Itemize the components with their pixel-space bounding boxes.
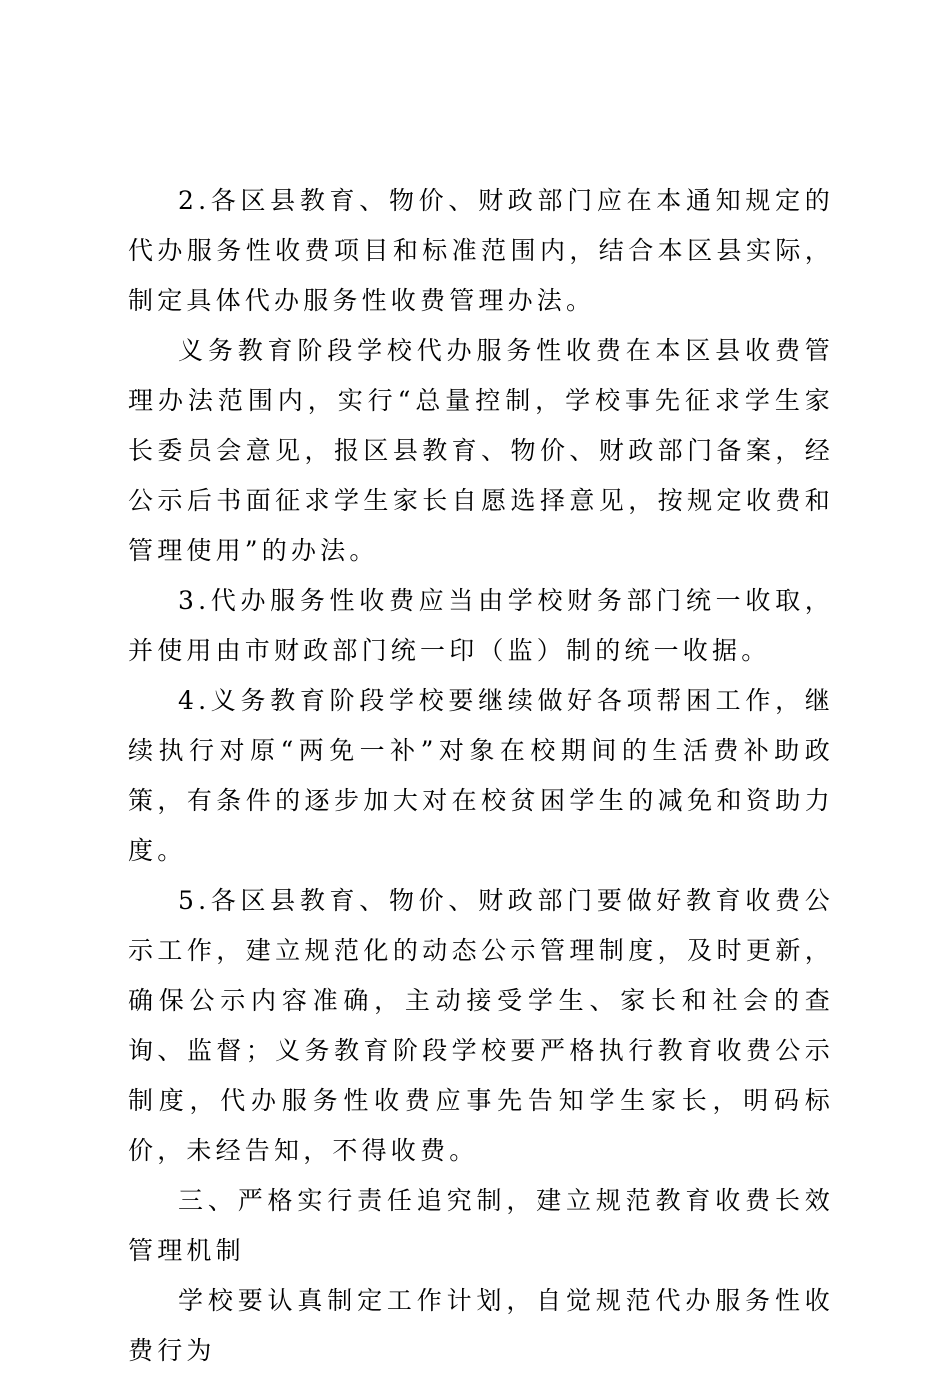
document-body [128, 176, 834, 1376]
paragraph-item-4: 4.义务教育阶段学校要继续做好各项帮困工作，继续执行对原“两免一补”对象在校期间的生活费补助政策，有条件的逐步加大对在校贫困学生的减免和资助力度。 [128, 686, 834, 865]
paragraph-compulsory-education-fees: 义务教育阶段学校代办服务性收费在本区县收费管理办法范围内，实行“总量控制，学校事先征求学生家长委员会意见，报区县教育、物价、财政部门备案，经公示后书面征求学生家长自愿选择意见，按规定收费和管理使用”的办法。 [128, 336, 834, 565]
paragraph-school-plan: 学校要认真制定工作计划，自觉规范代办服务性收费行为 [128, 1286, 834, 1365]
paragraph-item-5: 5.各区县教育、物价、财政部门要做好教育收费公示工作，建立规范化的动态公示管理制度，及时更新，确保公示内容准确，主动接受学生、家长和社会的查询、监督；义务教育阶段学校要严格执行教育收费公示制度，代办服务性收费应事先告知学生家长，明码标价，未经告知，不得收费。 [128, 886, 834, 1165]
paragraph-item-2: 2.各区县教育、物价、财政部门应在本通知规定的代办服务性收费项目和标准范围内，结合本区县实际，制定具体代办服务性收费管理办法。 [128, 186, 834, 315]
section-heading-3: 三、严格实行责任追究制，建立规范教育收费长效管理机制 [128, 1186, 834, 1265]
paragraph-item-3: 3.代办服务性收费应当由学校财务部门统一收取，并使用由市财政部门统一印（监）制的统一收据。 [128, 586, 834, 665]
